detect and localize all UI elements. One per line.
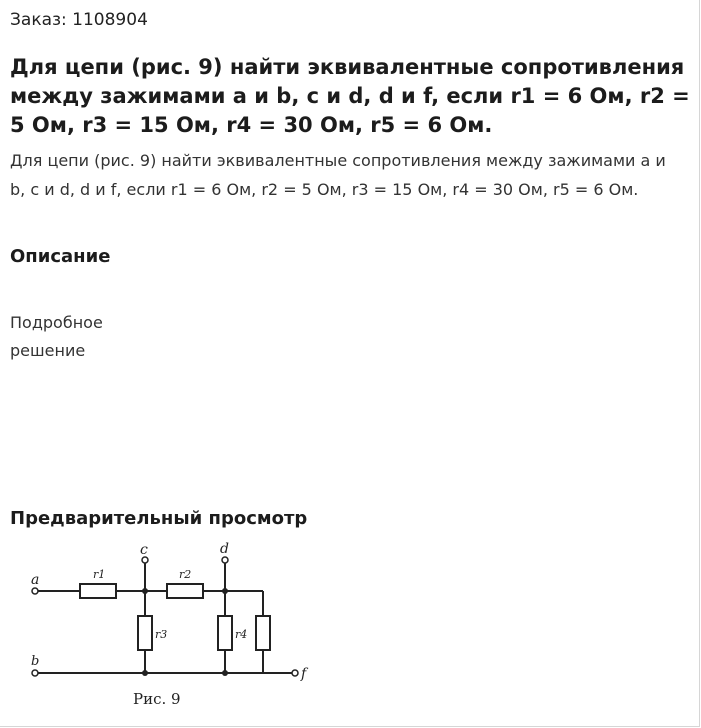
resistor-r1 bbox=[80, 584, 116, 598]
label-d: d bbox=[220, 541, 229, 557]
node-c bbox=[142, 588, 148, 594]
description-heading: Описание bbox=[10, 246, 111, 267]
order-number: Заказ: 1108904 bbox=[10, 10, 148, 30]
resistor-r5 bbox=[256, 616, 270, 650]
label-b: b bbox=[31, 654, 40, 669]
resistor-r4 bbox=[218, 616, 232, 650]
resistor-r3 bbox=[138, 616, 152, 650]
task-description: Для цепи (рис. 9) найти эквивалентные сопротивления между зажимами a и b, c и d, d и f, если r1 = 6 Ом, r2 = 5 Ом, r3 = 15 Ом, r4 = 30 Ом, r5 = 6 Ом. bbox=[10, 151, 666, 199]
label-r4: r4 bbox=[235, 628, 248, 641]
terminal-b bbox=[32, 670, 38, 676]
terminal-d bbox=[222, 557, 228, 563]
node-r3-bottom bbox=[142, 670, 148, 676]
label-r2: r2 bbox=[179, 568, 192, 581]
terminal-a bbox=[32, 588, 38, 594]
figure-caption: Рис. 9 bbox=[133, 690, 181, 708]
node-r4-bottom bbox=[222, 670, 228, 676]
label-r3: r3 bbox=[155, 628, 168, 641]
page-title: Для цепи (рис. 9) найти эквивалентные сопротивления между зажимами a и b, c и d, d и f, если r1 = 6 Ом, r2 = 5 Ом, r3 = 15 Ом, r4 = 30 Ом, r5 = 6 Ом. bbox=[10, 55, 690, 137]
circuit-diagram bbox=[25, 540, 325, 720]
node-d bbox=[222, 588, 228, 594]
resistor-r2 bbox=[167, 584, 203, 598]
label-r1: r1 bbox=[93, 568, 106, 581]
label-f: f bbox=[301, 666, 307, 682]
preview-heading: Предварительный просмотр bbox=[10, 508, 308, 529]
label-a: a bbox=[31, 572, 40, 588]
terminal-f bbox=[292, 670, 298, 676]
label-c: c bbox=[140, 542, 148, 558]
solution-text: Подробное решение bbox=[10, 313, 103, 360]
